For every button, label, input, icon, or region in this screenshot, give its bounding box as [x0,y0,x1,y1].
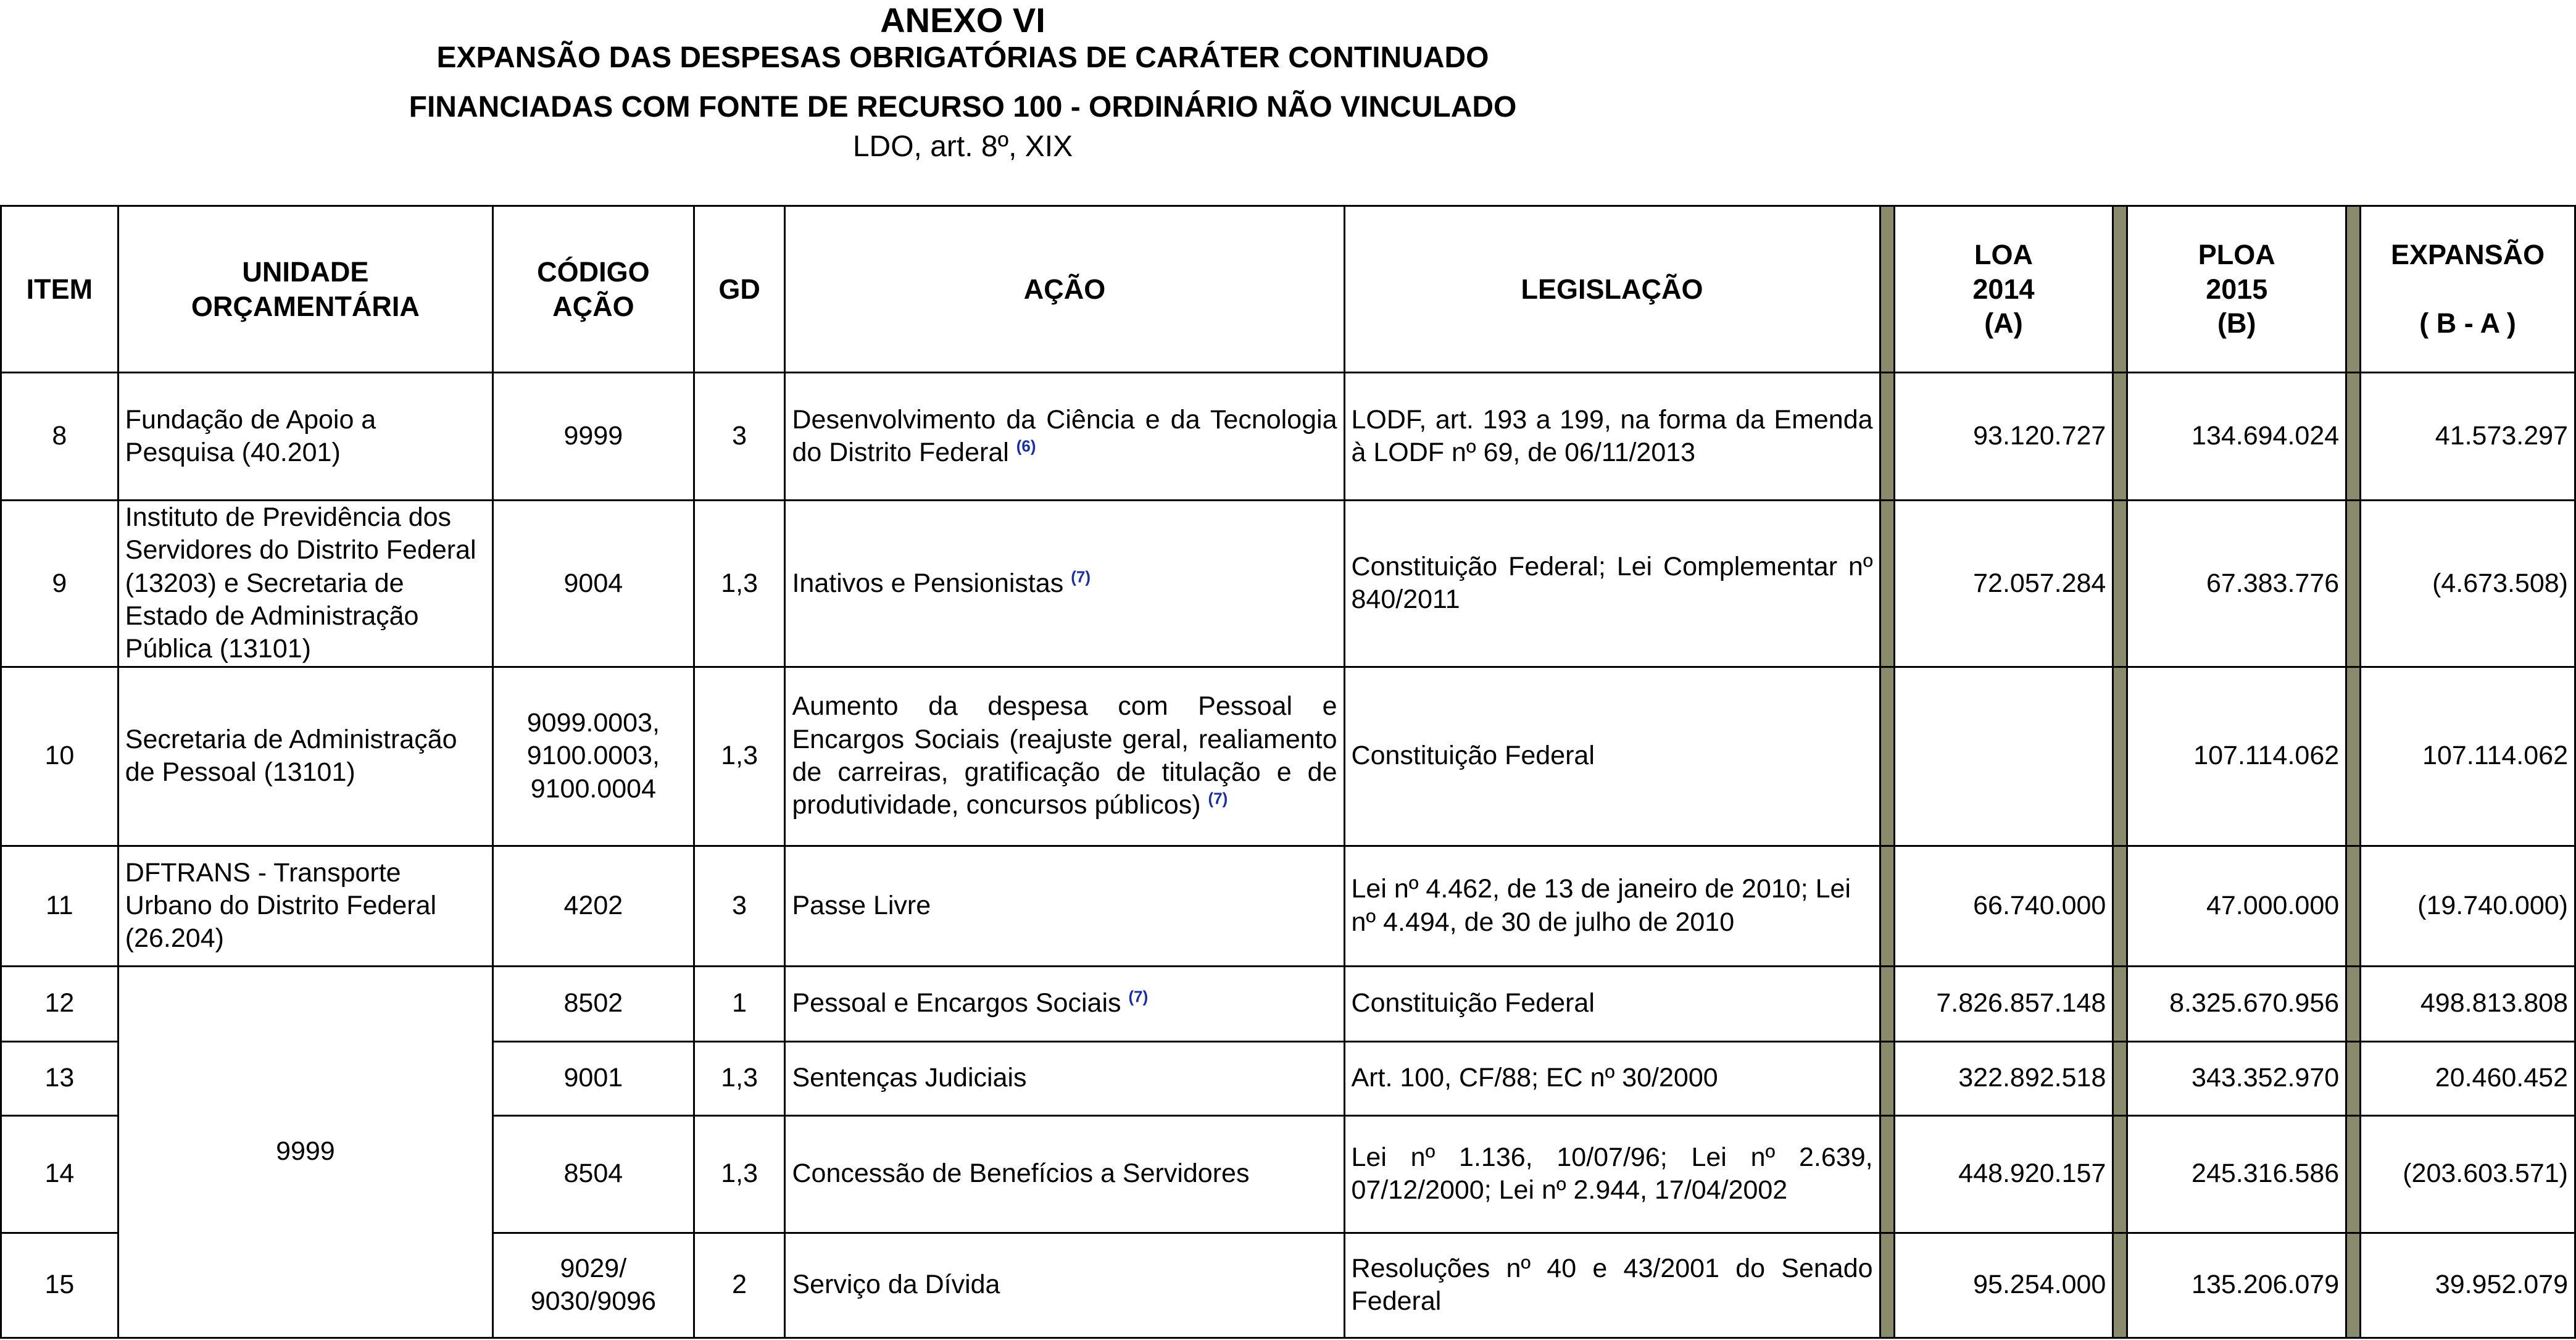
cell-ploa: 8.325.670.956 [2127,966,2346,1041]
column-separator [1880,373,1894,501]
cell-code: 4202 [493,846,694,966]
cell-unit: 9999 [118,966,492,1338]
col-header-loa: LOA 2014 (A) [1894,206,2113,373]
cell-gd: 1,3 [694,501,785,667]
cell-loa [1894,667,2113,846]
cell-loa: 448.920.157 [1894,1115,2113,1233]
expenses-table [0,205,2576,1339]
cell-item: 14 [1,1115,118,1233]
action-text: Pessoal e Encargos Sociais [792,988,1121,1018]
cell-loa: 7.826.857.148 [1894,966,2113,1041]
col-header-action: AÇÃO [785,206,1344,373]
column-separator [2346,846,2361,966]
column-separator [2346,1233,2361,1338]
column-separator [1880,501,1894,667]
cell-unit: DFTRANS - Transporte Urbano do Distrito Federal (26.204) [118,846,492,966]
cell-legislation: Constituição Federal; Lei Complementar nº 840/2011 [1344,501,1880,667]
action-text: Desenvolvimento da Ciência e da Tecnologia do Distrito Federal [792,404,1337,467]
legal-reference: LDO, art. 8º, XIX [852,130,1073,163]
cell-item: 13 [1,1041,118,1115]
cell-unit: Fundação de Apoio a Pesquisa (40.201) [118,373,492,501]
column-separator [1880,966,1894,1041]
cell-legislation: Resoluções nº 40 e 43/2001 do Senado Federal [1344,1233,1880,1338]
footnote-ref: (7) [1208,789,1228,809]
cell-code: 8502 [493,966,694,1041]
col-header-code: CÓDIGO AÇÃO [493,206,694,373]
cell-expansion: (203.603.571) [2361,1115,2575,1233]
cell-gd: 2 [694,1233,785,1338]
cell-action: Serviço da Dívida [785,1233,1344,1338]
cell-expansion: 39.952.079 [2361,1233,2575,1338]
cell-action [785,667,1344,846]
col-header-ploa: PLOA 2015 (B) [2127,206,2346,373]
cell-code: 9004 [493,501,694,667]
cell-item: 15 [1,1233,118,1338]
table-header-row [1,206,2575,373]
table-row [1,667,2575,846]
column-separator [2113,1041,2127,1115]
cell-loa: 66.740.000 [1894,846,2113,966]
cell-code: 9999 [493,373,694,501]
column-separator [2346,206,2361,373]
cell-ploa: 107.114.062 [2127,667,2346,846]
cell-legislation: Constituição Federal [1344,667,1880,846]
column-separator [1880,667,1894,846]
table-row [1,501,2575,667]
cell-item: 11 [1,846,118,966]
document-title-line2: FINANCIADAS COM FONTE DE RECURSO 100 - ORDINÁRIO NÃO VINCULADO [409,91,1517,123]
cell-item: 8 [1,373,118,501]
column-separator [1880,206,1894,373]
cell-code: 9029/ 9030/9096 [493,1233,694,1338]
column-separator [2346,1115,2361,1233]
cell-ploa: 134.694.024 [2127,373,2346,501]
cell-ploa: 47.000.000 [2127,846,2346,966]
cell-gd: 3 [694,846,785,966]
cell-item: 12 [1,966,118,1041]
cell-legislation: Lei nº 4.462, de 13 de janeiro de 2010; Lei nº 4.494, de 30 de julho de 2010 [1344,846,1880,966]
column-separator [2113,966,2127,1041]
col-header-item: ITEM [1,206,118,373]
cell-action [785,501,1344,667]
column-separator [2346,501,2361,667]
cell-gd: 1,3 [694,667,785,846]
cell-action [785,373,1344,501]
column-separator [2346,373,2361,501]
cell-ploa: 135.206.079 [2127,1233,2346,1338]
cell-expansion: 107.114.062 [2361,667,2575,846]
cell-code: 9099.0003, 9100.0003, 9100.0004 [493,667,694,846]
column-separator [2346,667,2361,846]
cell-expansion: 20.460.452 [2361,1041,2575,1115]
cell-ploa: 245.316.586 [2127,1115,2346,1233]
column-separator [2113,1233,2127,1338]
column-separator [1880,1233,1894,1338]
cell-legislation: Lei nº 1.136, 10/07/96; Lei nº 2.639, 07/12/2000; Lei nº 2.944, 17/04/2002 [1344,1115,1880,1233]
annex-title: ANEXO VI [880,1,1045,40]
cell-unit: Instituto de Previdência dos Servidores do Distrito Federal (13203) e Secretaria de Estado de Administração Pública (13101) [118,501,492,667]
cell-legislation: Constituição Federal [1344,966,1880,1041]
cell-loa: 95.254.000 [1894,1233,2113,1338]
cell-gd: 1,3 [694,1041,785,1115]
column-separator [2113,846,2127,966]
cell-expansion: 41.573.297 [2361,373,2575,501]
action-text: Aumento da despesa com Pessoal e Encargos Sociais (reajuste geral, realiamento de carreiras, gratificação de titulação e de produtividade, concursos públicos) [792,691,1337,820]
cell-code: 9001 [493,1041,694,1115]
cell-ploa: 67.383.776 [2127,501,2346,667]
cell-gd: 1,3 [694,1115,785,1233]
cell-expansion: 498.813.808 [2361,966,2575,1041]
cell-action: Concessão de Benefícios a Servidores [785,1115,1344,1233]
table-row [1,966,2575,1041]
cell-loa: 93.120.727 [1894,373,2113,501]
document-title-line1: EXPANSÃO DAS DESPESAS OBRIGATÓRIAS DE CARÁTER CONTINUADO [436,41,1489,74]
cell-legislation: Art. 100, CF/88; EC nº 30/2000 [1344,1041,1880,1115]
column-separator [1880,846,1894,966]
cell-gd: 3 [694,373,785,501]
cell-code: 8504 [493,1115,694,1233]
column-separator [2113,206,2127,373]
cell-legislation: LODF, art. 193 a 199, na forma da Emenda à LODF nº 69, de 06/11/2013 [1344,373,1880,501]
cell-loa: 72.057.284 [1894,501,2113,667]
cell-item: 9 [1,501,118,667]
column-separator [1880,1041,1894,1115]
cell-action [785,846,1344,966]
column-separator [2346,966,2361,1041]
cell-gd: 1 [694,966,785,1041]
cell-ploa: 343.352.970 [2127,1041,2346,1115]
col-header-legislation: LEGISLAÇÃO [1344,206,1880,373]
cell-expansion: (19.740.000) [2361,846,2575,966]
cell-item: 10 [1,667,118,846]
footnote-ref: (7) [1071,567,1091,586]
table-row [1,846,2575,966]
column-separator [1880,1115,1894,1233]
column-separator [2113,1115,2127,1233]
column-separator [2113,501,2127,667]
action-text: Inativos e Pensionistas [792,568,1064,598]
column-separator [2113,373,2127,501]
cell-expansion: (4.673.508) [2361,501,2575,667]
action-text: Passe Livre [792,890,931,920]
cell-action: Sentenças Judiciais [785,1041,1344,1115]
footnote-ref: (6) [1016,436,1036,456]
col-header-unit: UNIDADE ORÇAMENTÁRIA [118,206,492,373]
cell-action [785,966,1344,1041]
col-header-gd: GD [694,206,785,373]
table-row [1,373,2575,501]
column-separator [2346,1041,2361,1115]
col-header-expansion: EXPANSÃO ( B - A ) [2361,206,2575,373]
cell-unit: Secretaria de Administração de Pessoal (13101) [118,667,492,846]
column-separator [2113,667,2127,846]
footnote-ref: (7) [1128,988,1149,1007]
cell-loa: 322.892.518 [1894,1041,2113,1115]
